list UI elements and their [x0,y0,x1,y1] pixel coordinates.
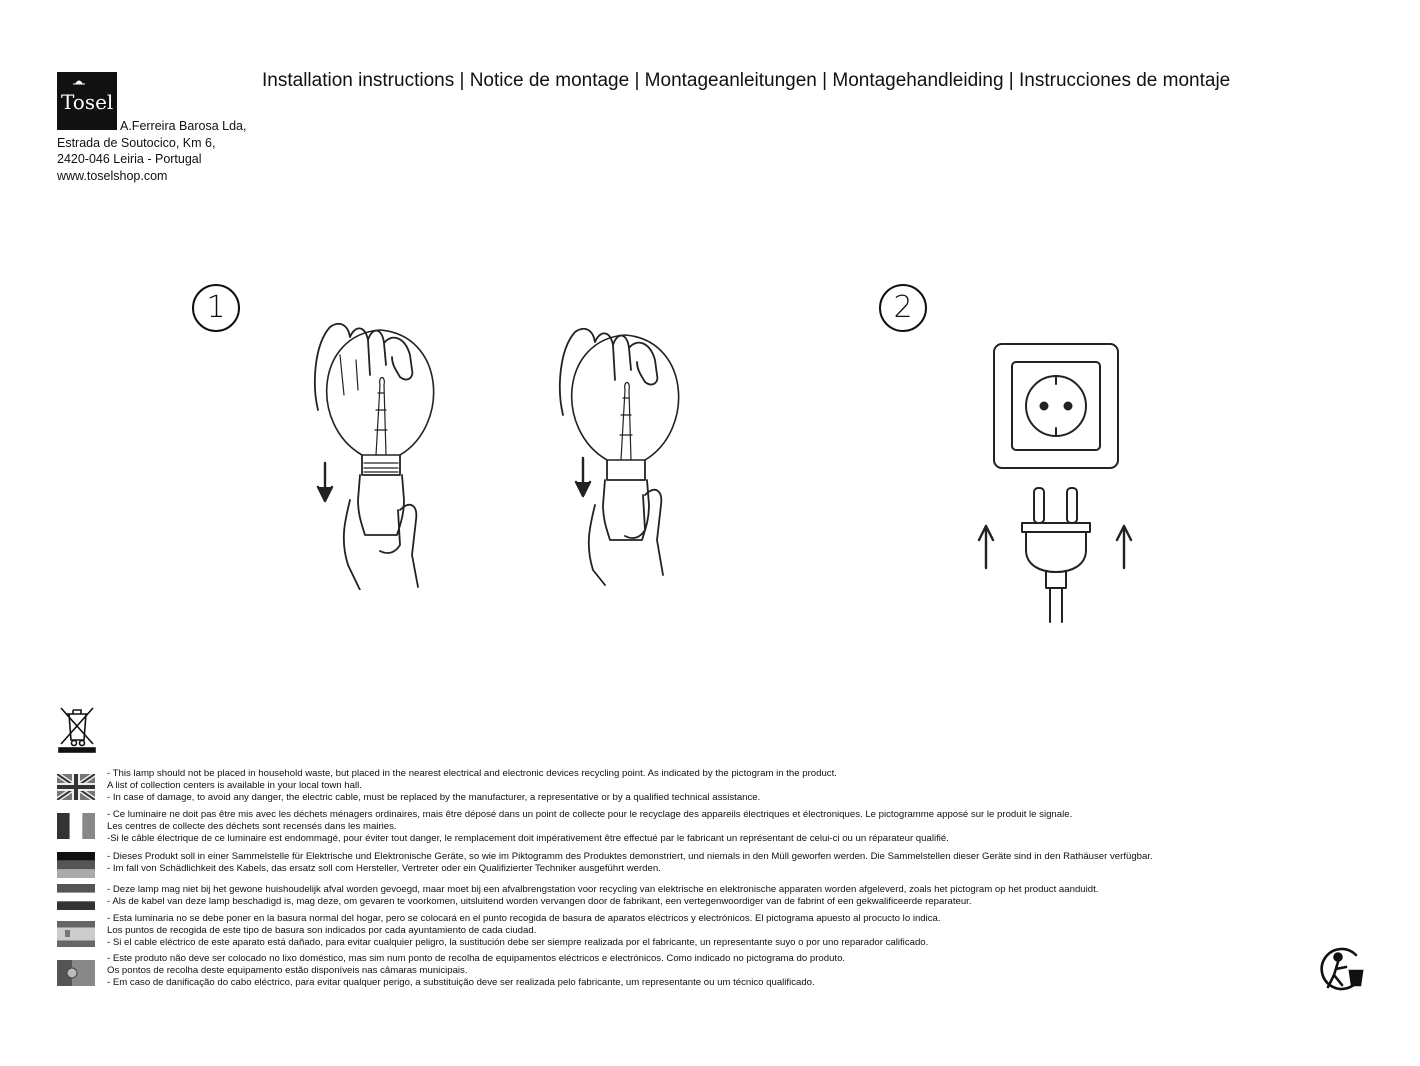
notice-fr: - Ce luminaire ne doit pas être mis avec les déchets ménagers ordinaires, mais être déposé dans un point de collecte pour le recyclage des appareils électriques et électroniques. Le pictogramme apposé sur le produit le signale. Les centres de collecte des déchets sont recensés dans les mairies. -Si le câble électrique de ce luminaire est endommagé, pour éviter tout danger, le remplacement doit impérativement être effectué par le fabricant un représentant de celui-ci ou un réparateur qualifié. [107,809,1073,844]
weee-bin-icon [57,704,97,754]
step-1-illustration [300,315,700,590]
company-address-line1: Estrada de Soutocico, Km 6, [57,135,216,150]
notice-de: - Dieses Produkt soll in einer Sammelstelle für Elektrische und Elektronische Geräte, so wie im Piktogramm des Produktes demonstriert, und niemals in den Müll geworfen werden. Die Sammelstellen dieser Geräte sind in den Rathäuser verfügbar. - Im fall von Schädlichkeit des Kabels, das ersatz soll com Hersteller, Vertreter oder ein Qualifizierter Techniker ausgeführt werden. [107,851,1153,874]
uk-flag-icon [57,774,95,800]
portugal-flag-icon [57,960,95,986]
germany-flag-icon [57,852,95,878]
arrow-up-icon [979,526,993,568]
notice-es: - Esta luminaria no se debe poner en la basura normal del hogar, pero se colocará en el punto recogida de basura de aparatos eléctricos y electrónicos. El pictograma apuesto al procucto lo indica. Los puntos de recogida de este tipo de basura son indicados por cada ayuntamiento de cada ciudad. - Si el cable eléctrico de este aparato está dañado, para evitar cualquier peligro, la sustitución debe ser siempre realizada por el fabricante, un representante suyo o por uno reparador calificado. [107,913,941,948]
logo-wordmark: Tosel [61,90,114,114]
company-address [57,118,246,184]
notice-en: - This lamp should not be placed in household waste, but placed in the nearest electrical and electronic devices recycling point. As indicated by the pictogram in the product. A list of collection centers is available in your local town hall. - In case of damage, to avoid any danger, the electric cable, must be replaced by the manufacturer, a representative or by a qualified technical assistance. [107,768,837,803]
france-flag-icon [57,813,95,839]
company-name: A.Ferreira Barosa Lda, [120,119,247,133]
notice-nl: - Deze lamp mag niet bij het gewone huishoudelijk afval worden gevoegd, maar moet bij een afvalbrengstation voor recycling van elektrische en elektronische apparaten worden afgeleverd, zoals het pictogram op het product aanduidt. - Als de kabel van deze lamp beschadigd is, mag deze, om gevaren te voorkomen, uitsluitend worden vervangen door de fabrikant, een vertegenwoordiger van de fabrint of een gekwalificeerde reparateur. [107,884,1099,907]
arrow-up-icon [1117,526,1131,568]
power-plug-illustration [1022,488,1090,622]
bulb-illustration-a [315,324,434,590]
recycle-icon [1316,945,1368,993]
spain-flag-icon [57,921,95,947]
company-address-line2: 2420-046 Leiria - Portugal [57,152,202,166]
netherlands-flag-icon [57,884,95,910]
bulb-illustration-b [560,329,679,585]
page-title: Installation instructions | Notice de montage | Montageanleitungen | Montagehandleiding | Instrucciones de montaje [262,70,1231,91]
step-2-badge: 2 [879,284,927,332]
company-website: www.toselshop.com [57,168,168,183]
wall-socket-illustration [994,344,1118,468]
step-1-badge: 1 [192,284,240,332]
step-2-illustration [970,340,1140,625]
notice-pt: - Este produto não deve ser colocado no lixo doméstico, mas sim num ponto de recolha de equipamentos eléctricos e electrónicos. Como indicado no pictograma do produto. Os pontos de recolha deste equipamento estão disponíveis nas câmaras municipais. - Em caso de danificação do cabo eléctrico, para evitar qualquer perigo, a substituição deve ser realizada pelo fabricante, um representante ou um técnico qualificado. [107,953,846,988]
